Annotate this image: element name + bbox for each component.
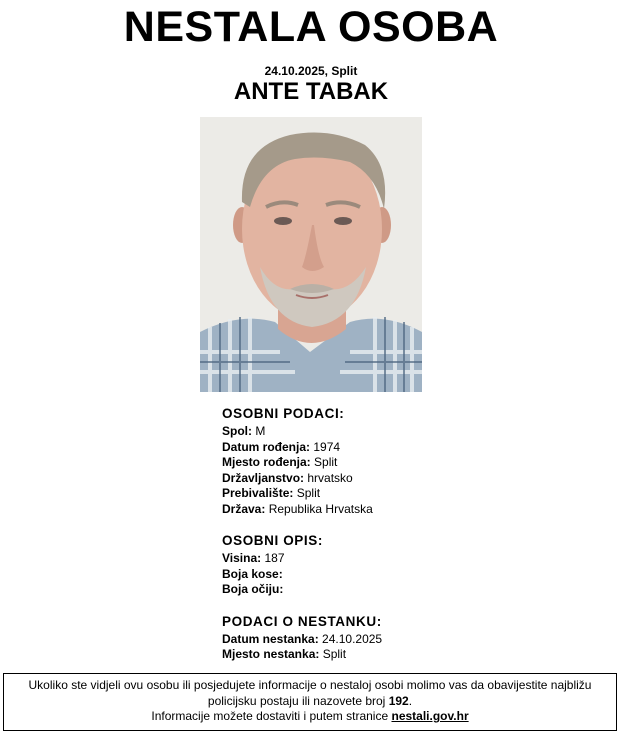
row-label: Visina: xyxy=(222,551,262,565)
row-label: Spol: xyxy=(222,424,252,438)
personal-row-citizenship xyxy=(222,471,542,487)
disappearance-heading: PODACI O NESTANKU: xyxy=(222,613,382,629)
notice-line-2-end: . xyxy=(408,693,413,708)
row-value: Republika Hrvatska xyxy=(268,501,373,516)
notice-line-3-text: Informacije možete dostaviti i putem stranice xyxy=(151,709,392,723)
personal-row-birth-date xyxy=(222,440,542,456)
row-value: Split xyxy=(314,455,338,469)
phone-number: 192 xyxy=(388,693,409,708)
website-link[interactable]: nestali.gov.hr xyxy=(391,709,469,723)
row-value: Split xyxy=(296,486,321,500)
info-panel xyxy=(222,406,542,663)
row-label: Boja očiju: xyxy=(222,582,284,596)
date-place: 24.10.2025, Split xyxy=(264,64,358,78)
row-label: Mjesto rođenja: xyxy=(222,455,311,469)
row-value: hrvatsko xyxy=(307,470,353,485)
notice-line-3 xyxy=(4,709,616,725)
notice-line-2-text: policijsku postaju ili nazovete broj xyxy=(207,693,389,708)
row-label: Datum rođenja: xyxy=(222,439,311,454)
personal-row-country xyxy=(222,502,542,518)
person-photo xyxy=(200,117,422,392)
row-label: Mjesto nestanka: xyxy=(222,647,320,661)
row-value: 1974 xyxy=(313,439,341,454)
contact-notice xyxy=(3,673,617,731)
personal-row-residence xyxy=(222,486,542,502)
row-label: Prebivalište: xyxy=(222,486,294,500)
description-row-eye-color xyxy=(222,582,542,598)
description-row-height xyxy=(222,551,542,567)
poster-title: NESTALA OSOBA xyxy=(123,3,499,51)
description-row-hair-color xyxy=(222,567,542,583)
row-value: Split xyxy=(322,647,347,661)
personal-row-sex xyxy=(222,424,542,440)
row-label: Datum nestanka: xyxy=(222,631,319,646)
row-value: M xyxy=(255,424,266,438)
description-heading: OSOBNI OPIS: xyxy=(222,533,323,548)
row-label: Državljanstvo: xyxy=(222,470,305,485)
row-label: Država: xyxy=(222,501,266,516)
row-label: Boja kose: xyxy=(222,566,283,581)
row-value: 24.10.2025 xyxy=(322,631,383,646)
person-name: ANTE TABAK xyxy=(233,78,389,105)
row-value: 187 xyxy=(264,551,285,565)
disappearance-row-date xyxy=(222,632,542,648)
personal-row-birth-place xyxy=(222,455,542,471)
disappearance-row-place xyxy=(222,647,542,663)
notice-line-2 xyxy=(4,694,616,710)
personal-heading: OSOBNI PODACI: xyxy=(222,406,345,421)
notice-line-1: Ukoliko ste vidjeli ovu osobu ili posjedujete informacije o nestaloj osobi molimo vas da obavijestite najbližu xyxy=(28,678,592,692)
